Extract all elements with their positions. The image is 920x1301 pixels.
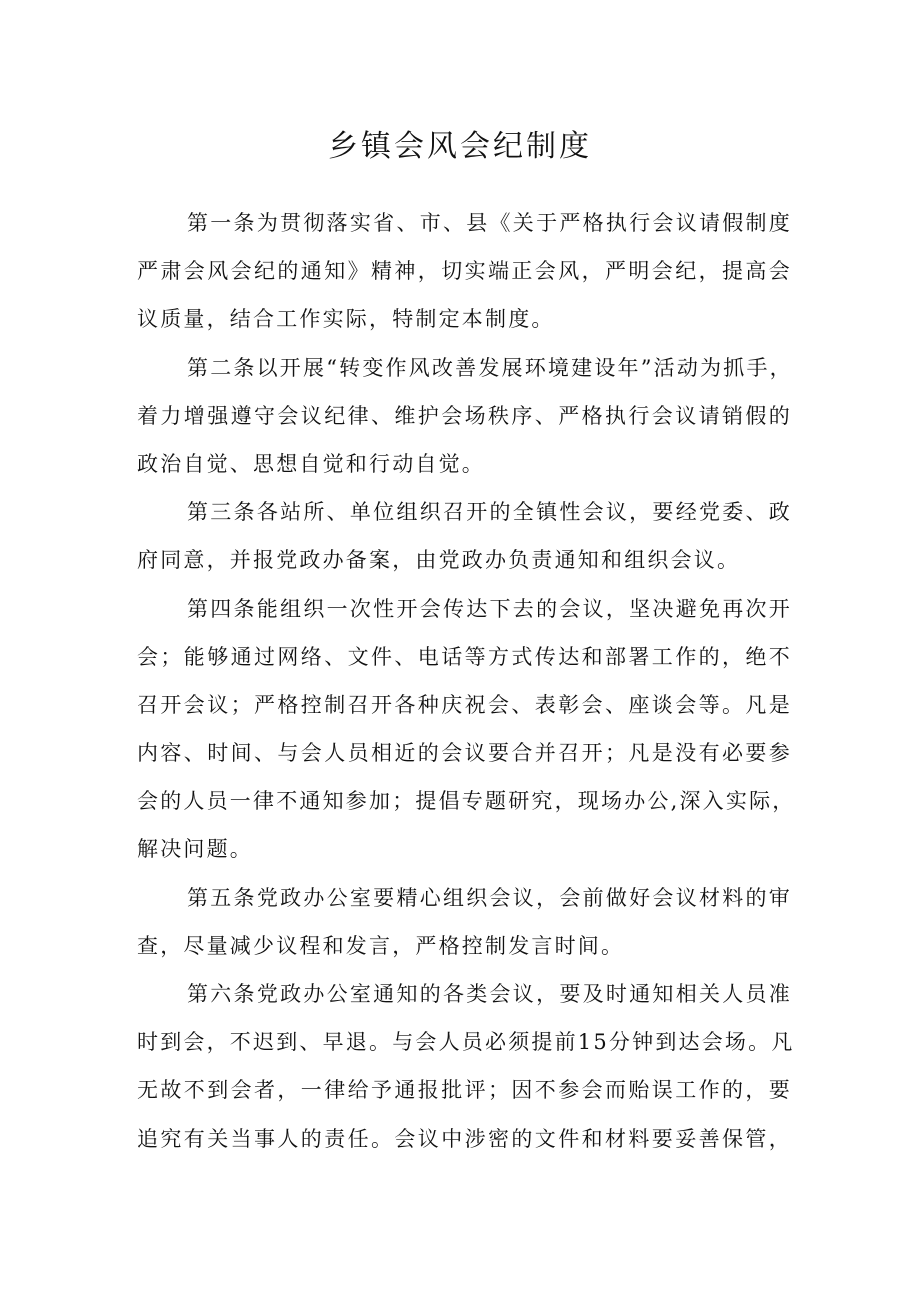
paragraph (137, 874, 792, 970)
paragraph (137, 585, 796, 874)
paragraph-line: 查，尽量减少议程和发言，严格控制发言时间。 (137, 933, 625, 958)
paragraph-line: 会；能够通过网络、文件、电话等方式传达和部署工作的，绝不 (137, 644, 792, 669)
paragraph-line: 时到会，不迟到、早退。与会人员必须提前15分钟到达会场。凡 (137, 1030, 795, 1055)
paragraph-line: 解决问题。 (137, 837, 253, 862)
paragraph-line: 府同意，并报党政办备案，由党政办负责通知和组织会议。 (137, 548, 741, 573)
paragraph-line: 第六条党政办公室通知的各类会议，要及时通知相关人员准 (187, 982, 792, 1006)
paragraph-line: 第二条以开展“转变作风改善发展环境建设年”活动为抓手， (187, 355, 793, 380)
paragraph-line: 追究有关当事人的责任。会议中涉密的文件和材料要妥善保管， (137, 1126, 792, 1151)
paragraph-line: 第五条党政办公室要精心组织会议，会前做好会议材料的审 (187, 885, 792, 910)
paragraph-line: 召开会议；严格控制召开各种庆祝会、表彰会、座谈会等。凡是 (137, 692, 792, 717)
paragraph-line: 第一条为贯彻落实省、市、县《关于严格执行会议请假制度 (187, 211, 792, 235)
document-body (137, 199, 796, 1163)
paragraph (137, 970, 795, 1163)
paragraph-line: 无故不到会者，一律给予通报批评；因不参会而贻误工作的，要 (137, 1078, 792, 1103)
paragraph (137, 199, 792, 344)
paragraph (137, 488, 792, 584)
paragraph-line: 着力增强遵守会议纪律、维护会场秩序、严格执行会议请销假的 (137, 403, 792, 428)
paragraph-line: 会的人员一律不通知参加；提倡专题研究，现场办公,深入实际， (137, 789, 796, 814)
paragraph-line: 政治自觉、思想自觉和行动自觉。 (137, 451, 485, 476)
paragraph (137, 344, 792, 489)
document-title: 乡镇会风会纪制度 (328, 129, 592, 164)
paragraph-line: 第四条能组织一次性开会传达下去的会议，坚决避免再次开 (187, 596, 792, 621)
paragraph-line: 议质量，结合工作实际，特制定本制度。 (137, 307, 555, 332)
paragraph-line: 第三条各站所、单位组织召开的全镇性会议，要经党委、政 (187, 500, 792, 525)
paragraph-line: 内容、时间、与会人员相近的会议要合并召开；凡是没有必要参 (137, 741, 792, 766)
paragraph-line: 严肃会风会纪的通知》精神，切实端正会风，严明会纪，提高会 (137, 259, 792, 284)
